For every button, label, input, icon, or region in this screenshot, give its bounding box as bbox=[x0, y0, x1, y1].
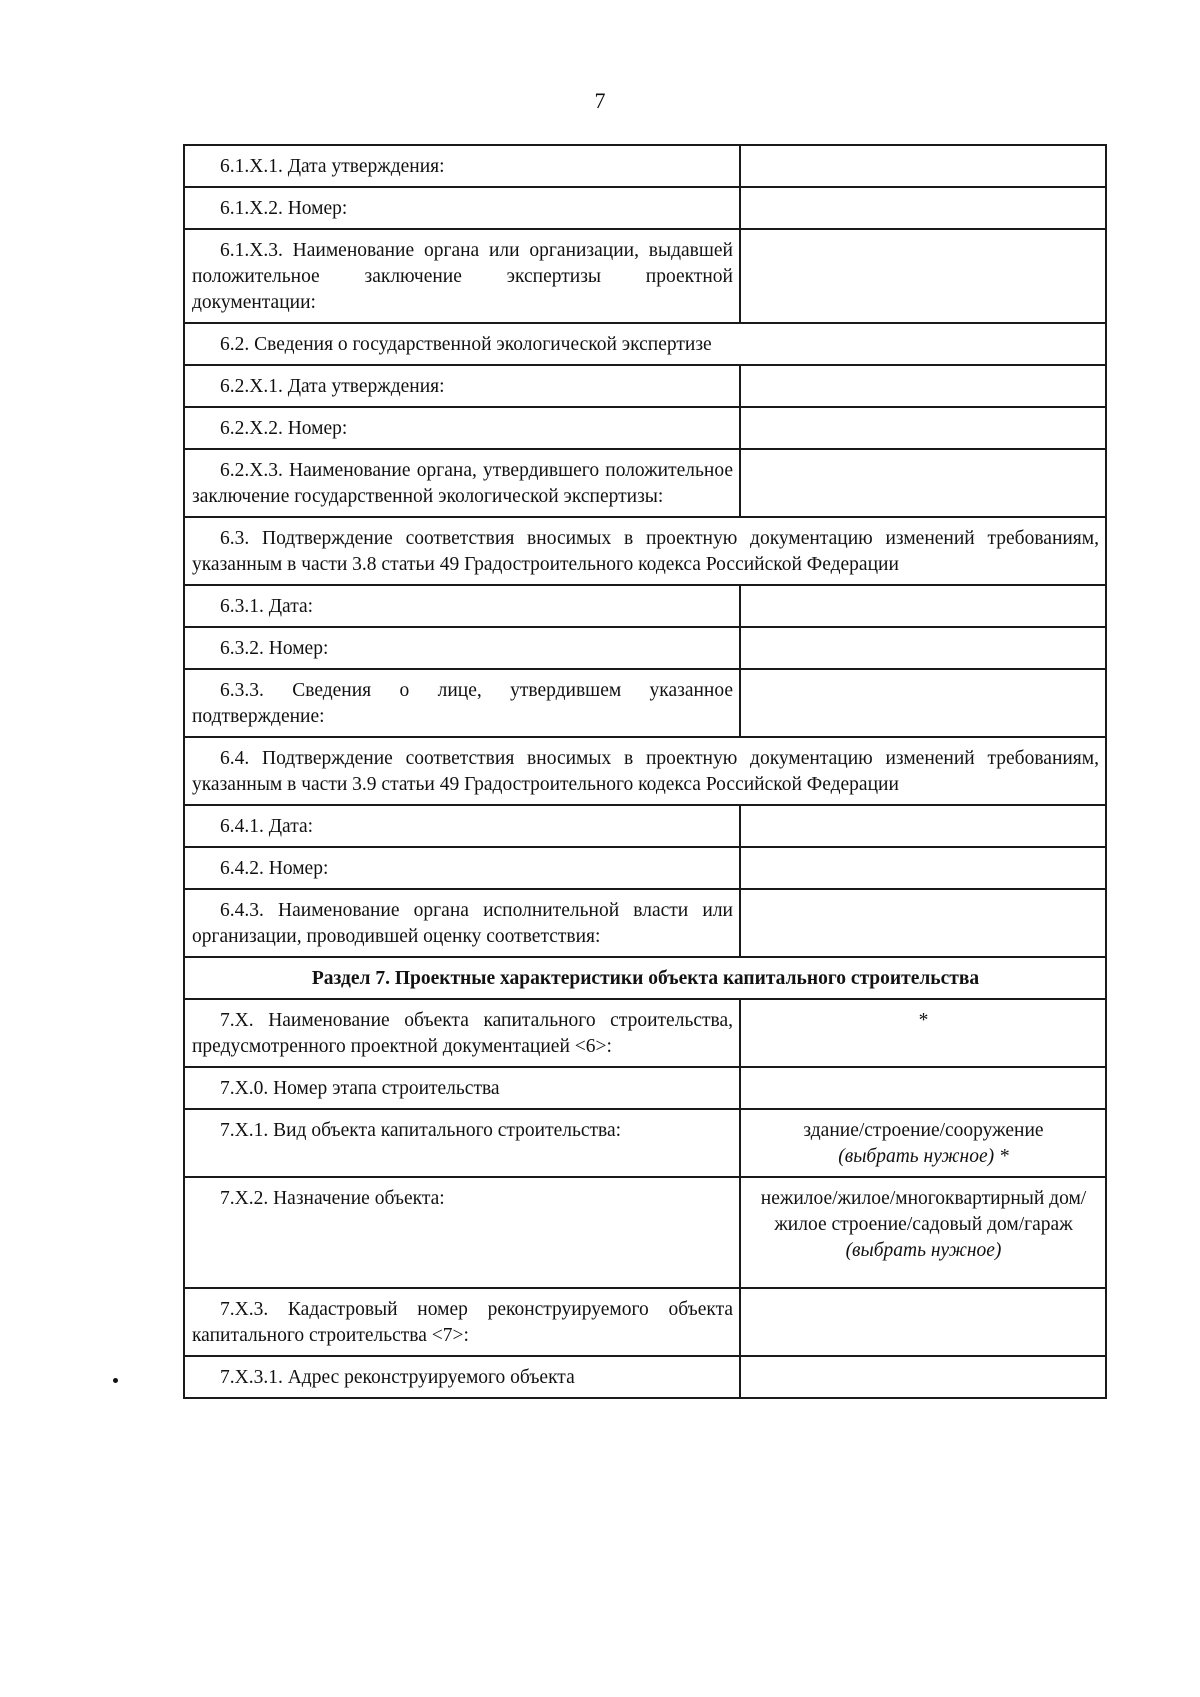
table-row bbox=[184, 737, 1106, 805]
table-row bbox=[184, 229, 1106, 323]
table-row bbox=[184, 999, 1106, 1067]
field-label: 6.1.X.3. Наименование органа или организации, выдавшей положительное заключение экспертизы проектной документации: bbox=[184, 229, 740, 323]
field-label: 6.2.X.2. Номер: bbox=[184, 407, 740, 449]
field-label: 6.3.2. Номер: bbox=[184, 627, 740, 669]
field-label: 6.2.X.3. Наименование органа, утвердившего положительное заключение государственной экологической экспертизы: bbox=[184, 449, 740, 517]
table-row bbox=[184, 627, 1106, 669]
form-table bbox=[183, 144, 1107, 1399]
field-value[interactable] bbox=[740, 1177, 1106, 1288]
field-value[interactable]: * bbox=[740, 999, 1106, 1067]
subsection-heading: 6.2. Сведения о государственной экологической экспертизе bbox=[184, 323, 1106, 365]
field-label: 7.Х.3.1. Адрес реконструируемого объекта bbox=[184, 1356, 740, 1398]
field-value[interactable] bbox=[740, 187, 1106, 229]
table-row bbox=[184, 1288, 1106, 1356]
section-heading: Раздел 7. Проектные характеристики объекта капитального строительства bbox=[184, 957, 1106, 999]
table-row bbox=[184, 187, 1106, 229]
table-row bbox=[184, 323, 1106, 365]
subsection-heading: 6.3. Подтверждение соответствия вносимых в проектную документацию изменений требованиям, указанным в части 3.8 статьи 49 Градостроительного кодекса Российской Федерации bbox=[184, 517, 1106, 585]
page-number: 7 bbox=[594, 88, 606, 113]
value-options: нежилое/жилое/многоквартирный дом/жилое строение/садовый дом/гараж bbox=[760, 1188, 1087, 1235]
field-value[interactable] bbox=[740, 407, 1106, 449]
table-row bbox=[184, 1177, 1106, 1288]
table-row bbox=[184, 957, 1106, 999]
field-value[interactable] bbox=[740, 805, 1106, 847]
field-label: 6.4.2. Номер: bbox=[184, 847, 740, 889]
field-value[interactable] bbox=[740, 889, 1106, 957]
table-row bbox=[184, 805, 1106, 847]
value-note: (выбрать нужное) * bbox=[838, 1146, 1009, 1167]
field-label: 7.Х.3. Кадастровый номер реконструируемого объекта капитального строительства <7>: bbox=[184, 1288, 740, 1356]
field-label: 6.4.3. Наименование органа исполнительной власти или организации, проводившей оценку соответствия: bbox=[184, 889, 740, 957]
field-label: 6.3.3. Сведения о лице, утвердившем указанное подтверждение: bbox=[184, 669, 740, 737]
table-row bbox=[184, 145, 1106, 187]
subsection-heading: 6.4. Подтверждение соответствия вносимых в проектную документацию изменений требованиям, указанным в части 3.9 статьи 49 Градостроительного кодекса Российской Федерации bbox=[184, 737, 1106, 805]
field-value[interactable] bbox=[740, 1288, 1106, 1356]
table-row bbox=[184, 669, 1106, 737]
field-value[interactable] bbox=[740, 449, 1106, 517]
field-label: 7.Х.0. Номер этапа строительства bbox=[184, 1067, 740, 1109]
table-row bbox=[184, 585, 1106, 627]
field-value[interactable] bbox=[740, 627, 1106, 669]
field-value[interactable] bbox=[740, 1067, 1106, 1109]
field-label: 6.4.1. Дата: bbox=[184, 805, 740, 847]
value-note: (выбрать нужное) bbox=[845, 1240, 1002, 1261]
field-value[interactable] bbox=[740, 669, 1106, 737]
value-options: здание/строение/сооружение bbox=[803, 1120, 1044, 1141]
field-value[interactable] bbox=[740, 229, 1106, 323]
field-label: 7.Х. Наименование объекта капитального строительства, предусмотренного проектной документацией <6>: bbox=[184, 999, 740, 1067]
field-value[interactable] bbox=[740, 145, 1106, 187]
table-row bbox=[184, 1356, 1106, 1398]
table-row bbox=[184, 847, 1106, 889]
field-value[interactable] bbox=[740, 847, 1106, 889]
table-row bbox=[184, 517, 1106, 585]
margin-dot bbox=[113, 1378, 118, 1383]
field-label: 6.2.X.1. Дата утверждения: bbox=[184, 365, 740, 407]
field-value[interactable] bbox=[740, 1109, 1106, 1177]
table-row bbox=[184, 1109, 1106, 1177]
table-row bbox=[184, 1067, 1106, 1109]
field-value[interactable] bbox=[740, 585, 1106, 627]
field-value[interactable] bbox=[740, 1356, 1106, 1398]
field-label: 6.1.X.1. Дата утверждения: bbox=[184, 145, 740, 187]
field-label: 7.Х.2. Назначение объекта: bbox=[184, 1177, 740, 1288]
table-row bbox=[184, 889, 1106, 957]
field-value[interactable] bbox=[740, 365, 1106, 407]
table-row bbox=[184, 365, 1106, 407]
field-label: 6.1.X.2. Номер: bbox=[184, 187, 740, 229]
field-label: 7.Х.1. Вид объекта капитального строительства: bbox=[184, 1109, 740, 1177]
field-label: 6.3.1. Дата: bbox=[184, 585, 740, 627]
table-row bbox=[184, 407, 1106, 449]
table-row bbox=[184, 449, 1106, 517]
